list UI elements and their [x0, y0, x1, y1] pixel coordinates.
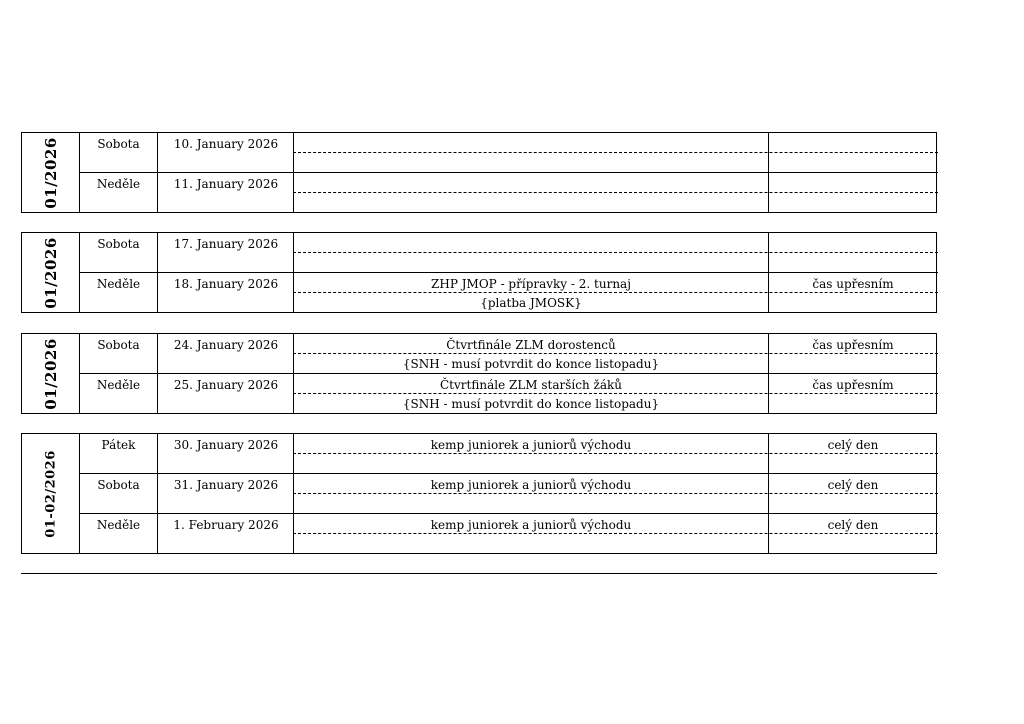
day-name: Neděle [96, 277, 141, 291]
day-name: Sobota [97, 338, 140, 352]
week-block-4 [21, 433, 937, 554]
day-name: Sobota [97, 237, 140, 251]
day-name: Sobota [97, 478, 140, 492]
week-label: 01/2026 [41, 236, 60, 309]
date: 31. January 2026 [173, 478, 279, 492]
week-label-cell [22, 233, 80, 312]
note: celý den [827, 518, 879, 532]
day-name: Neděle [96, 518, 141, 532]
week-block-1 [21, 132, 937, 213]
event: ZHP JMOP - přípravky - 2. turnaj [431, 277, 631, 291]
event: Čtvrtfinále ZLM starších žáků [440, 378, 622, 392]
date: 1. February 2026 [173, 518, 279, 532]
date: 18. January 2026 [173, 277, 279, 291]
week-label-cell [22, 434, 80, 553]
date: 10. January 2026 [173, 137, 279, 151]
day-name: Sobota [97, 137, 140, 151]
note: čas upřesním [812, 277, 894, 291]
day-name: Neděle [96, 378, 141, 392]
date: 11. January 2026 [173, 177, 279, 191]
day-name: Pátek [101, 438, 136, 452]
date: 30. January 2026 [173, 438, 279, 452]
note: čas upřesním [812, 378, 894, 392]
event-detail: {platba JMOSK} [480, 296, 582, 310]
week-block-3 [21, 333, 937, 414]
week-block-2 [21, 232, 937, 313]
date: 25. January 2026 [173, 378, 279, 392]
week-label-cell [22, 334, 80, 413]
week-label-cell [22, 133, 80, 212]
week-label: 01/2026 [41, 337, 60, 410]
event-detail: {SNH - musí potvrdit do konce listopadu} [402, 397, 660, 411]
event: kemp juniorek a juniorů východu [430, 478, 632, 492]
note: čas upřesním [812, 338, 894, 352]
event: kemp juniorek a juniorů východu [430, 438, 632, 452]
week-label: 01/2026 [41, 136, 60, 209]
date: 17. January 2026 [173, 237, 279, 251]
footer-rule [21, 573, 937, 574]
note: celý den [827, 478, 879, 492]
event: Čtvrtfinále ZLM dorostenců [446, 338, 616, 352]
date: 24. January 2026 [173, 338, 279, 352]
note: celý den [827, 438, 879, 452]
event: kemp juniorek a juniorů východu [430, 518, 632, 532]
week-label: 01-02/2026 [43, 449, 58, 538]
event-detail: {SNH - musí potvrdit do konce listopadu} [402, 357, 660, 371]
day-name: Neděle [96, 177, 141, 191]
